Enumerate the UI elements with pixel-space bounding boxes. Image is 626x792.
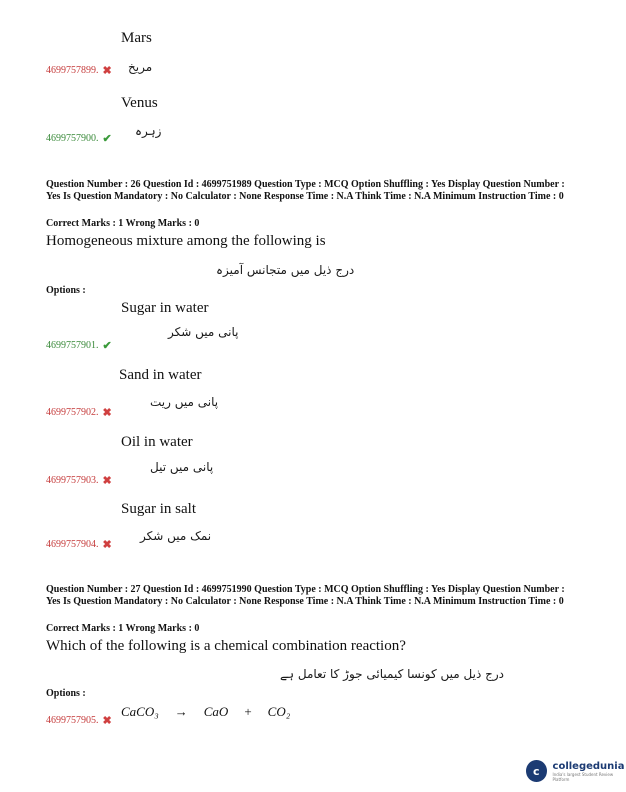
question-text: Homogeneous mixture among the following is	[46, 233, 326, 249]
option-urdu-text: پانی میں شکر	[168, 325, 239, 339]
question-urdu-text: درج ذیل میں متجانس آمیزہ	[216, 263, 355, 277]
plus-sign: +	[244, 704, 252, 719]
option-id: 4699757900.	[46, 133, 99, 144]
collegedunia-logo-icon: c	[526, 760, 547, 782]
option-text: Sand in water	[119, 367, 202, 383]
option-urdu-text: نمک میں شکر	[140, 529, 212, 543]
logo-name: collegedunia	[552, 760, 625, 772]
checkmark-icon: ✔	[102, 133, 112, 145]
option-id: 4699757902.	[46, 407, 99, 418]
formula-product: CaO	[203, 704, 229, 719]
option-id-row	[46, 538, 112, 551]
options-label: Options :	[46, 285, 86, 296]
option-id-row	[46, 474, 112, 487]
option-text: Sugar in water	[121, 300, 209, 316]
option-formula	[121, 704, 290, 720]
option-text: Venus	[121, 95, 158, 111]
option-urdu-text: زہرہ	[135, 124, 162, 138]
question-meta: Question Number : 26 Question Id : 4699751989 Question Type : MCQ Option Shuffling : Yes Display Question Number : Yes Is Question Mandatory : No Calculator : None Response Time : N.A Think Time : N.A Minimum Instruction Time : 0	[46, 179, 565, 202]
option-id: 4699757905.	[46, 715, 99, 726]
option-id: 4699757904.	[46, 539, 99, 550]
option-id-row	[46, 132, 112, 145]
option-id: 4699757899.	[46, 65, 99, 76]
wrong-icon: ✖	[102, 475, 112, 487]
options-label: Options :	[46, 688, 86, 699]
option-id: 4699757903.	[46, 475, 99, 486]
question-text: Which of the following is a chemical combination reaction?	[46, 638, 406, 654]
wrong-icon: ✖	[102, 539, 112, 551]
question-marks: Correct Marks : 1 Wrong Marks : 0	[46, 218, 200, 229]
collegedunia-logo	[526, 760, 626, 782]
option-id-row	[46, 339, 112, 352]
arrow-icon: →	[174, 704, 188, 719]
wrong-icon: ✖	[102, 407, 112, 419]
option-urdu-text: پانی میں ریت	[150, 395, 219, 409]
option-text: Sugar in salt	[121, 501, 196, 517]
formula-reactant: CaCO₃	[121, 704, 159, 719]
option-text: Oil in water	[121, 434, 193, 450]
option-id: 4699757901.	[46, 340, 99, 351]
logo-tagline: India's largest Student Review Platform	[552, 771, 614, 782]
option-id-row	[46, 64, 112, 77]
formula-product: CO₂	[267, 704, 291, 719]
option-urdu-text: مریخ	[128, 60, 153, 74]
option-id-row	[46, 406, 112, 419]
wrong-icon: ✖	[102, 65, 112, 77]
option-id-row	[46, 714, 112, 727]
checkmark-icon: ✔	[102, 340, 112, 352]
option-urdu-text: پانی میں تیل	[150, 460, 214, 474]
question-meta: Question Number : 27 Question Id : 4699751990 Question Type : MCQ Option Shuffling : Yes Display Question Number : Yes Is Question Mandatory : No Calculator : None Response Time : N.A Think Time : N.A Minimum Instruction Time : 0	[46, 584, 565, 607]
question-urdu-text: درج ذیل میں کونسا کیمیائی جوڑ کا تعامل ہے	[280, 667, 505, 681]
option-text: Mars	[121, 30, 152, 46]
wrong-icon: ✖	[102, 715, 112, 727]
question-marks: Correct Marks : 1 Wrong Marks : 0	[46, 623, 200, 634]
